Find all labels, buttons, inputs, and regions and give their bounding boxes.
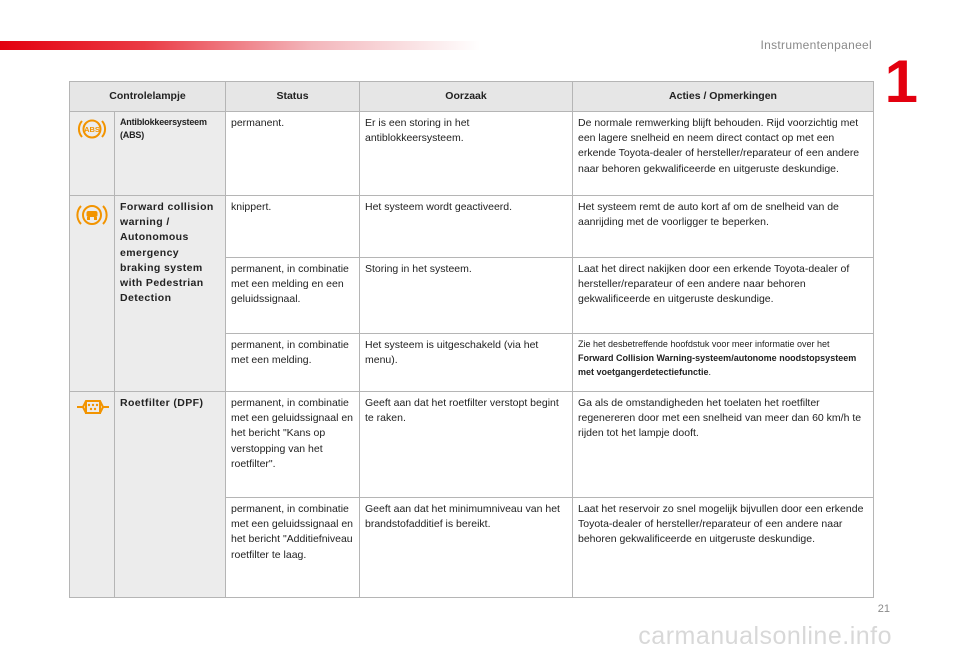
- action-cell: Ga als de omstandigheden het toelaten het roetfilter regenereren door met een snelheid van meer dan 60 km/h te rijden tot het lampje dooft.: [573, 392, 874, 498]
- warning-light-name: Antiblokkeersysteem (ABS): [115, 112, 226, 196]
- column-header-status: Status: [226, 82, 360, 112]
- action-cell: [573, 334, 874, 392]
- abs-warning-icon: [75, 116, 109, 147]
- column-header-warning-light: Controlelampje: [70, 82, 226, 112]
- svg-text:ABS: ABS: [84, 125, 100, 134]
- collision-warning-icon: [75, 200, 109, 235]
- status-cell: permanent.: [226, 112, 360, 196]
- action-note-prefix: Zie het desbetreffende hoofdstuk voor meer informatie over het: [578, 339, 830, 349]
- table-row: [70, 112, 874, 196]
- table-row: [70, 196, 874, 258]
- action-cell: Laat het reservoir zo snel mogelijk bijvullen door een erkende Toyota-dealer of hersteller/reparateur of een andere naar behoren gekwalificeerde en uitgeruste deskundige.: [573, 498, 874, 598]
- icon-cell: [70, 196, 115, 392]
- warning-light-name: Forward collision warning / Autonomous emergency braking system with Pedestrian Detection: [115, 196, 226, 392]
- cause-cell: Er is een storing in het antiblokkeersysteem.: [360, 112, 573, 196]
- status-cell: permanent, in combinatie met een geluidssignaal en het bericht "Kans op verstopping van het roetfilter".: [226, 392, 360, 498]
- action-note-suffix: .: [708, 366, 712, 377]
- status-cell: permanent, in combinatie met een melding.: [226, 334, 360, 392]
- warning-lights-table: [69, 81, 874, 598]
- watermark: carmanualsonline.info: [638, 622, 892, 650]
- status-cell: permanent, in combinatie met een melding en een geluidssignaal.: [226, 258, 360, 334]
- cause-cell: Geeft aan dat het minimumniveau van het brandstofadditief is bereikt.: [360, 498, 573, 598]
- cause-cell: Het systeem is uitgeschakeld (via het menu).: [360, 334, 573, 392]
- cause-cell: Storing in het systeem.: [360, 258, 573, 334]
- section-title: Instrumentenpaneel: [760, 38, 872, 52]
- column-header-cause: Oorzaak: [360, 82, 573, 112]
- column-header-actions: Acties / Opmerkingen: [573, 82, 874, 112]
- status-cell: knippert.: [226, 196, 360, 258]
- icon-cell: [70, 112, 115, 196]
- cause-cell: Geeft aan dat het roetfilter verstopt begint te raken.: [360, 392, 573, 498]
- table-header-row: [70, 82, 874, 112]
- status-cell: permanent, in combinatie met een geluidssignaal en het bericht "Additiefniveau roetfilter te laag.: [226, 498, 360, 598]
- action-note-reference: Forward Collision Warning-systeem/autonome noodstopsysteem met voetgangerdetectiefunctie: [578, 352, 857, 377]
- page-number: 21: [877, 603, 890, 615]
- cause-cell: Het systeem wordt geactiveerd.: [360, 196, 573, 258]
- action-cell: Laat het direct nakijken door een erkende Toyota-dealer of hersteller/reparateur of een andere naar behoren gekwalificeerde en uitgeruste deskundige.: [573, 258, 874, 334]
- chapter-number: 1: [884, 48, 918, 115]
- particle-filter-icon: [75, 396, 111, 423]
- action-cell: Het systeem remt de auto kort af om de snelheid van de aanrijding met de voorligger te beperken.: [573, 196, 874, 258]
- table-row: [70, 392, 874, 498]
- warning-light-name: Roetfilter (DPF): [115, 392, 226, 598]
- header-accent-bar: [0, 41, 480, 50]
- action-cell: De normale remwerking blijft behouden. Rijd voorzichtig met een lagere snelheid en neem direct contact op met een erkende Toyota-dealer of hersteller/reparateur of een andere naar behoren gekwalificeerde en uitgeruste deskundige.: [573, 112, 874, 196]
- icon-cell: [70, 392, 115, 598]
